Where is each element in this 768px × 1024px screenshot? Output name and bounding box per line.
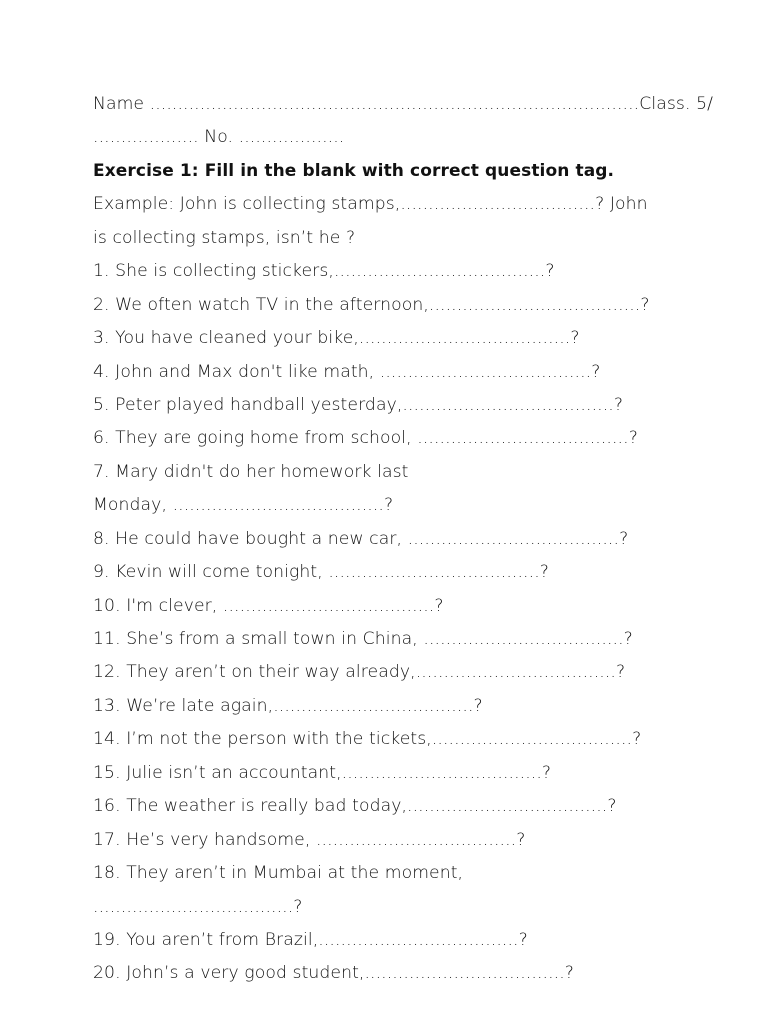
number-field-row: ................... No. ................... — [93, 127, 345, 148]
name-class-row — [93, 88, 714, 121]
question-item: 10. I'm clever, ......................................? — [93, 595, 444, 616]
question-item: 19. You aren’t from Brazil,....................................? — [93, 929, 528, 950]
example-line-1: Example: John is collecting stamps,...................................? John — [93, 194, 648, 215]
question-item: 20. John’s a very good student,....................................? — [93, 963, 574, 984]
question-item-continuation: ....................................? — [93, 896, 303, 917]
question-item: 2. We often watch TV in the afternoon,......................................? — [93, 294, 650, 315]
question-item: 5. Peter played handball yesterday,......................................? — [93, 394, 624, 415]
exercise-title: Exercise 1: Fill in the blank with correct question tag. — [93, 160, 615, 181]
question-item: 9. Kevin will come tonight, ......................................? — [93, 562, 549, 583]
question-item: 15. Julie isn’t an accountant,....................................? — [93, 762, 552, 783]
question-item: 7. Mary didn't do her homework last — [93, 461, 409, 482]
class-field-label: Class. 5/ — [639, 94, 714, 114]
question-item: 12. They aren’t on their way already,....................................? — [93, 662, 626, 683]
question-item: 11. She’s from a small town in China, ....................................? — [93, 629, 633, 649]
worksheet — [93, 88, 714, 991]
question-item: 3. You have cleaned your bike,......................................? — [93, 328, 580, 349]
name-field-label: Name ........................................................................................ — [93, 94, 640, 114]
question-item: 17. He’s very handsome, ....................................? — [93, 829, 526, 850]
example-line-2: is collecting stamps, isn’t he ? — [93, 227, 356, 248]
question-item-continuation: Monday, ......................................? — [93, 495, 394, 516]
question-item: 16. The weather is really bad today,....................................? — [93, 796, 617, 817]
question-item: 14. I’m not the person with the tickets,....................................? — [93, 729, 642, 750]
question-list — [93, 255, 683, 991]
question-item: 4. John and Max don't like math, ......................................? — [93, 361, 601, 382]
question-item: 13. We’re late again,....................................? — [93, 695, 483, 716]
question-item: 6. They are going home from school, ......................................? — [93, 428, 638, 449]
question-item: 18. They aren’t in Mumbai at the moment, — [93, 863, 464, 884]
question-item: 8. He could have bought a new car, ......................................? — [93, 528, 629, 549]
question-item: 1. She is collecting stickers,......................................? — [93, 261, 555, 282]
